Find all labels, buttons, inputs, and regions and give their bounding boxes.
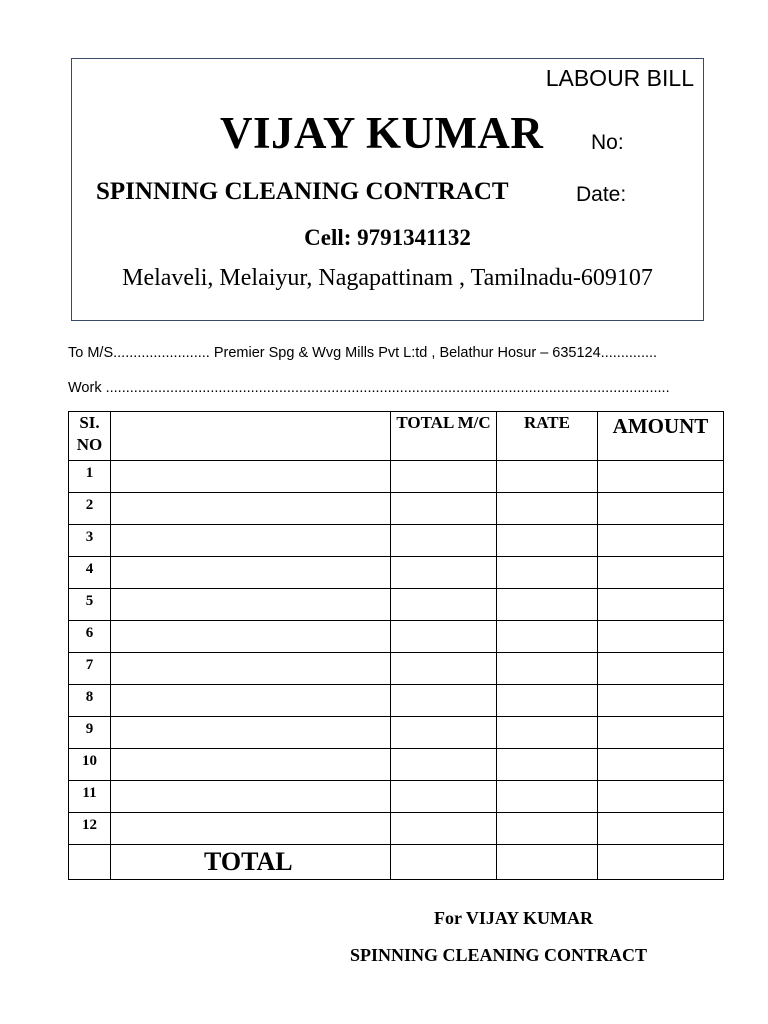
table-row bbox=[69, 557, 724, 589]
total-mc-cell[interactable] bbox=[391, 781, 497, 813]
description-cell[interactable] bbox=[111, 461, 391, 493]
description-cell[interactable] bbox=[111, 589, 391, 621]
column-header-description bbox=[111, 412, 391, 461]
amount-cell[interactable] bbox=[598, 461, 724, 493]
total-mc-cell[interactable] bbox=[391, 749, 497, 781]
total-mc-cell[interactable] bbox=[391, 845, 497, 880]
address: Melaveli, Melaiyur, Nagapattinam , Tamilnadu-609107 bbox=[122, 265, 653, 291]
amount-cell[interactable] bbox=[598, 525, 724, 557]
total-mc-cell[interactable] bbox=[391, 621, 497, 653]
total-mc-cell[interactable] bbox=[391, 653, 497, 685]
table-row bbox=[69, 717, 724, 749]
amount-cell[interactable] bbox=[598, 717, 724, 749]
total-rate-cell[interactable] bbox=[497, 845, 598, 880]
rate-cell[interactable] bbox=[497, 557, 598, 589]
rate-cell[interactable] bbox=[497, 493, 598, 525]
date-label: Date: bbox=[576, 183, 627, 206]
recipient-line: To M/S........................ Premier Spg & Wvg Mills Pvt L:td , Belathur Hosur – 635124.............. bbox=[68, 345, 658, 361]
row-number: 9 bbox=[69, 717, 111, 749]
total-row bbox=[69, 845, 724, 880]
table-row bbox=[69, 621, 724, 653]
total-mc-cell[interactable] bbox=[391, 685, 497, 717]
row-number: 12 bbox=[69, 813, 111, 845]
description-cell[interactable] bbox=[111, 557, 391, 589]
amount-cell[interactable] bbox=[598, 653, 724, 685]
table-row bbox=[69, 685, 724, 717]
row-number: 2 bbox=[69, 493, 111, 525]
amount-cell[interactable] bbox=[598, 781, 724, 813]
description-cell[interactable] bbox=[111, 621, 391, 653]
row-number: 5 bbox=[69, 589, 111, 621]
table-row bbox=[69, 493, 724, 525]
column-header-total-mc: TOTAL M/C bbox=[391, 412, 497, 461]
total-row-sl-cell bbox=[69, 845, 111, 880]
row-number: 1 bbox=[69, 461, 111, 493]
table-header-row bbox=[69, 412, 724, 461]
description-cell[interactable] bbox=[111, 685, 391, 717]
description-cell[interactable] bbox=[111, 813, 391, 845]
description-cell[interactable] bbox=[111, 781, 391, 813]
table-row bbox=[69, 461, 724, 493]
rate-cell[interactable] bbox=[497, 781, 598, 813]
table-row bbox=[69, 525, 724, 557]
rate-cell[interactable] bbox=[497, 621, 598, 653]
row-number: 11 bbox=[69, 781, 111, 813]
company-name: VIJAY KUMAR bbox=[220, 108, 544, 158]
rate-cell[interactable] bbox=[497, 653, 598, 685]
table-row bbox=[69, 653, 724, 685]
bill-header bbox=[71, 58, 704, 321]
row-number: 3 bbox=[69, 525, 111, 557]
total-mc-cell[interactable] bbox=[391, 557, 497, 589]
bill-number-label: No: bbox=[591, 131, 624, 154]
description-cell[interactable] bbox=[111, 525, 391, 557]
total-mc-cell[interactable] bbox=[391, 589, 497, 621]
column-header-rate: RATE bbox=[497, 412, 598, 461]
rate-cell[interactable] bbox=[497, 685, 598, 717]
total-amount-cell[interactable] bbox=[598, 845, 724, 880]
signature-business-line: SPINNING CLEANING CONTRACT bbox=[350, 945, 648, 965]
rate-cell[interactable] bbox=[497, 717, 598, 749]
table-row bbox=[69, 589, 724, 621]
phone-number: Cell: 9791341132 bbox=[304, 225, 471, 250]
signature-for-line: For VIJAY KUMAR bbox=[434, 908, 594, 928]
bill-table bbox=[68, 411, 724, 880]
amount-cell[interactable] bbox=[598, 813, 724, 845]
total-mc-cell[interactable] bbox=[391, 493, 497, 525]
row-number: 10 bbox=[69, 749, 111, 781]
rate-cell[interactable] bbox=[497, 461, 598, 493]
amount-cell[interactable] bbox=[598, 557, 724, 589]
rate-cell[interactable] bbox=[497, 589, 598, 621]
row-number: 7 bbox=[69, 653, 111, 685]
column-header-amount: AMOUNT bbox=[598, 412, 724, 461]
amount-cell[interactable] bbox=[598, 493, 724, 525]
column-header-sl-no: SI. NO bbox=[69, 412, 111, 461]
document-type-label: LABOUR BILL bbox=[545, 65, 694, 91]
total-mc-cell[interactable] bbox=[391, 525, 497, 557]
table-row bbox=[69, 813, 724, 845]
total-mc-cell[interactable] bbox=[391, 461, 497, 493]
work-line: Work ............................................................................................................................................ bbox=[68, 380, 670, 396]
table-row bbox=[69, 749, 724, 781]
amount-cell[interactable] bbox=[598, 621, 724, 653]
amount-cell[interactable] bbox=[598, 589, 724, 621]
business-description: SPINNING CLEANING CONTRACT bbox=[96, 178, 509, 205]
row-number: 8 bbox=[69, 685, 111, 717]
description-cell[interactable] bbox=[111, 653, 391, 685]
rate-cell[interactable] bbox=[497, 525, 598, 557]
row-number: 6 bbox=[69, 621, 111, 653]
rate-cell[interactable] bbox=[497, 749, 598, 781]
rate-cell[interactable] bbox=[497, 813, 598, 845]
row-number: 4 bbox=[69, 557, 111, 589]
amount-cell[interactable] bbox=[598, 749, 724, 781]
total-label: TOTAL bbox=[111, 845, 391, 880]
total-mc-cell[interactable] bbox=[391, 717, 497, 749]
description-cell[interactable] bbox=[111, 493, 391, 525]
description-cell[interactable] bbox=[111, 717, 391, 749]
table-row bbox=[69, 781, 724, 813]
amount-cell[interactable] bbox=[598, 685, 724, 717]
description-cell[interactable] bbox=[111, 749, 391, 781]
total-mc-cell[interactable] bbox=[391, 813, 497, 845]
